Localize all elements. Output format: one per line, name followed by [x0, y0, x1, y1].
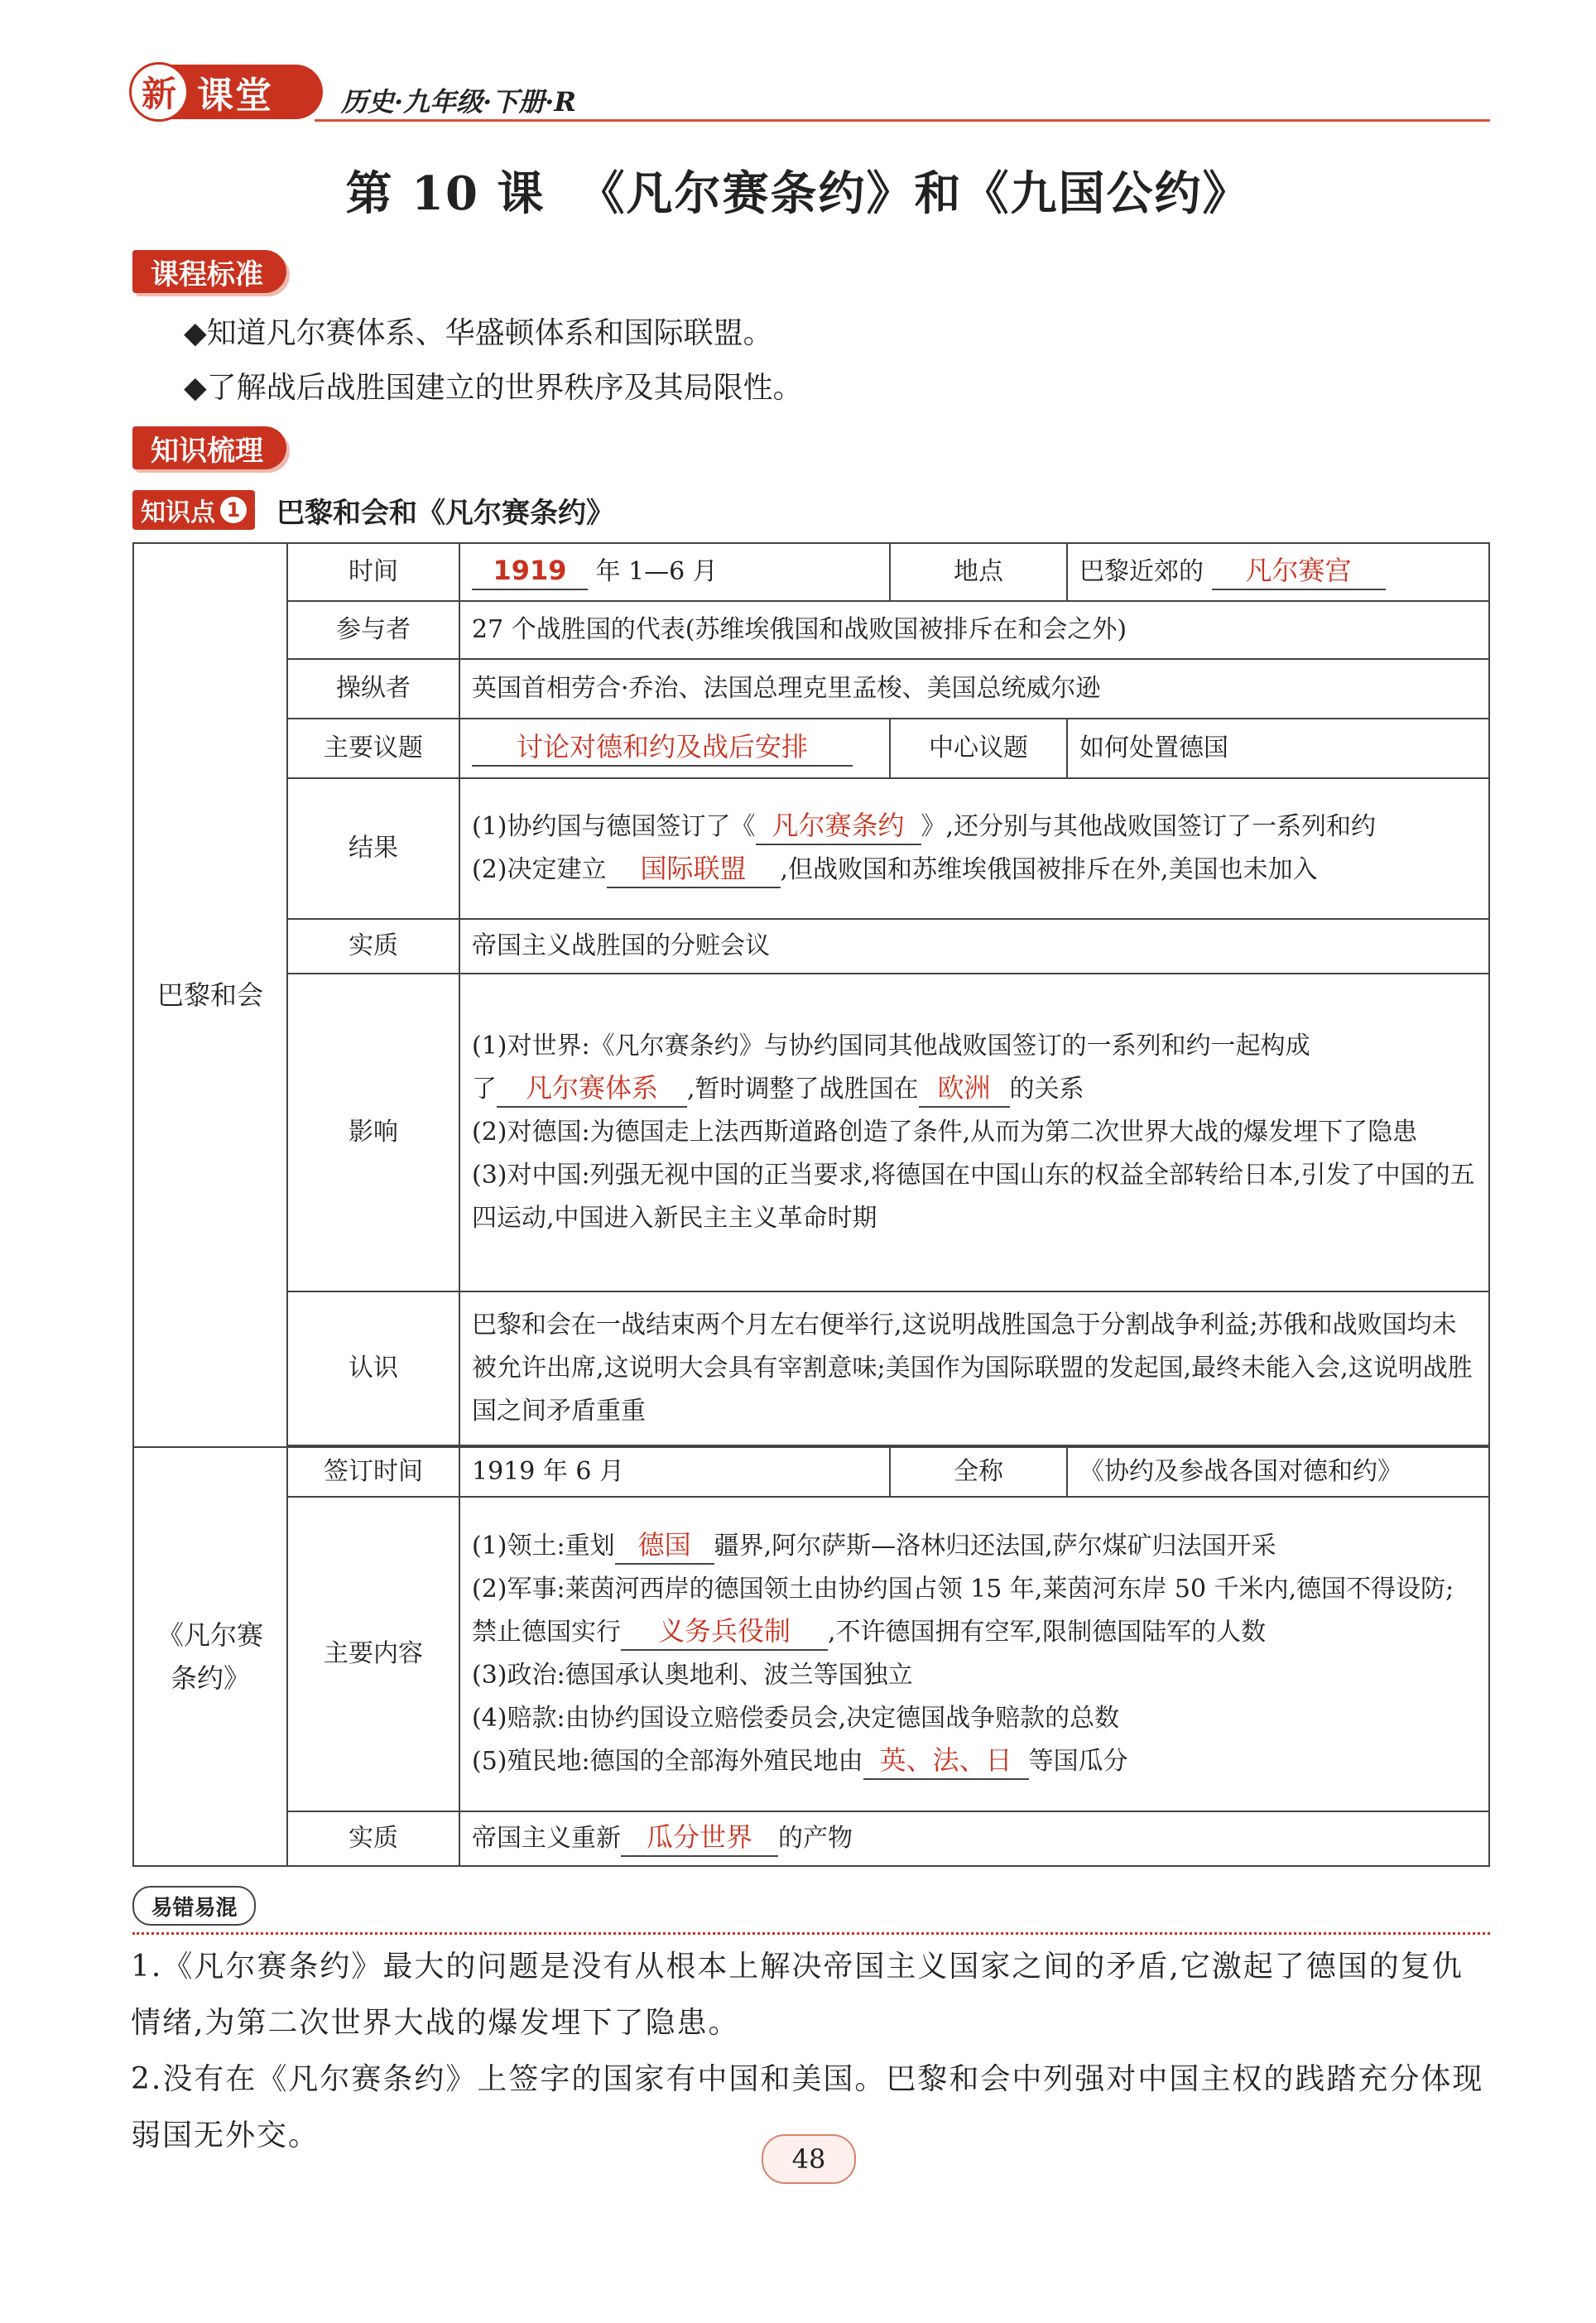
answer-blank: 瓜分世界 — [621, 1819, 778, 1857]
content1-text-b: 疆界,阿尔萨斯—洛林归还法国,萨尔煤矿归法国开采 — [714, 1532, 1276, 1561]
header-divider — [315, 119, 1490, 122]
result1-text-b: 》,还分别与其他战败国签订了一系列和约 — [921, 812, 1377, 841]
table-row — [133, 543, 1489, 601]
note-1: 1.《凡尔赛条约》最大的问题是没有从根本上解决帝国主义国家之间的矛盾,它激起了德国的复仇情绪,为第二次世界大战的爆发埋下了隐患。 — [131, 1950, 1464, 2040]
table-row — [133, 919, 1489, 974]
answer-blank: 德国 — [615, 1527, 714, 1565]
answer-blank: 欧洲 — [919, 1070, 1010, 1108]
lesson-title — [0, 157, 1596, 224]
result1-text: (1)协约国与德国签订了《 — [472, 812, 756, 841]
logo-text: 课堂 — [197, 75, 273, 117]
curriculum-item-2: ◆了解战后战胜国建立的世界秩序及其局限性。 — [184, 371, 803, 405]
row-label: 结果 — [287, 778, 459, 919]
sign-time-cell: 1919 年 6 月 — [459, 1447, 890, 1497]
table-row — [133, 1291, 1489, 1445]
row-label: 中心议题 — [890, 719, 1067, 778]
essence2-cell — [459, 1811, 1489, 1866]
subject-label: 历史·九年级·下册·R — [341, 86, 577, 118]
content5-text-b: 等国瓜分 — [1028, 1747, 1128, 1776]
row-label: 实质 — [287, 1811, 459, 1866]
curriculum-item-1: ◆知道凡尔赛体系、华盛顿体系和国际联盟。 — [184, 316, 773, 350]
place-cell — [1067, 543, 1489, 601]
content1-text: (1)领土:重划 — [472, 1532, 615, 1561]
category-versailles-treaty: 《凡尔赛条约》 — [133, 1447, 287, 1866]
knowledge-point-badge — [132, 490, 255, 530]
content2-text: (2)军事:莱茵河西岸的德国领土由协约国占领 15 年,莱茵河东岸 50 千米内,德国不得设防;禁止德国实行 — [472, 1575, 1454, 1647]
table-row — [133, 974, 1489, 1291]
table-row — [133, 778, 1489, 919]
row-label: 操纵者 — [287, 659, 459, 719]
answer-blank: 英、法、日 — [863, 1742, 1029, 1780]
topic-cell — [459, 719, 890, 778]
table-row — [133, 1811, 1489, 1866]
row-label: 主要内容 — [287, 1497, 459, 1811]
notes-badge: 易错易混 — [132, 1886, 256, 1926]
row-label: 签订时间 — [287, 1447, 459, 1497]
lesson-name: 《凡尔赛条约》和《九国公约》 — [578, 166, 1251, 221]
logo-circle: 新 — [129, 62, 189, 122]
table-row — [133, 601, 1489, 659]
content3-text: (3)政治:德国承认奥地利、波兰等国独立 — [472, 1661, 913, 1690]
knowledge-point-title: 巴黎和会和《凡尔赛条约》 — [276, 496, 614, 530]
brand-logo — [132, 65, 323, 119]
knowledge-point-label: 知识点 — [141, 498, 215, 527]
notes-divider — [132, 1932, 1490, 1935]
place-prefix: 巴黎近郊的 — [1079, 557, 1204, 586]
answer-blank: 1919 — [472, 552, 588, 590]
fullname-cell: 《协约及参战各国对德和约》 — [1067, 1447, 1489, 1497]
table-row — [133, 1447, 1489, 1497]
impact3-text: (3)对中国:列强无视中国的正当要求,将德国在中国山东的权益全部转给日本,引发了中国的五四运动,中国进入新民主主义革命时期 — [472, 1161, 1475, 1233]
result-cell — [459, 778, 1489, 919]
table-row — [133, 1497, 1489, 1811]
content4-text: (4)赔款:由协约国设立赔偿委员会,决定德国战争赔款的总数 — [472, 1704, 1120, 1733]
impact1-text-b: 了 — [472, 1075, 497, 1104]
answer-blank: 凡尔赛体系 — [497, 1070, 687, 1108]
page-number: 48 — [762, 2134, 856, 2184]
content5-text: (5)殖民地:德国的全部海外殖民地由 — [472, 1747, 863, 1776]
result2-text: (2)决定建立 — [472, 855, 607, 884]
row-label: 全称 — [890, 1447, 1067, 1497]
answer-blank: 凡尔赛条约 — [756, 807, 921, 845]
central-cell: 如何处置德国 — [1067, 719, 1489, 778]
answer-blank: 凡尔赛宫 — [1212, 552, 1386, 590]
row-label: 参与者 — [287, 601, 459, 659]
table-row — [133, 659, 1489, 719]
knowledge-point-heading — [132, 491, 614, 529]
row-label: 时间 — [287, 543, 459, 601]
controllers-cell: 英国首相劳合·乔治、法国总理克里孟梭、美国总统威尔逊 — [459, 659, 1489, 719]
participants-cell: 27 个战胜国的代表(苏维埃俄国和战败国被排斥在和会之外) — [459, 601, 1489, 659]
curriculum-badge: 课程标准 — [132, 250, 286, 293]
row-label: 地点 — [890, 543, 1067, 601]
essence-cell: 帝国主义战胜国的分赃会议 — [459, 919, 1489, 974]
impact1-text: (1)对世界:《凡尔赛条约》与协约国同其他战败国签订的一系列和约一起构成 — [472, 1032, 1310, 1060]
answer-blank: 义务兵役制 — [621, 1613, 828, 1651]
impact-cell — [459, 974, 1489, 1291]
answer-blank: 讨论对德和约及战后安排 — [472, 729, 853, 767]
page-header — [124, 58, 1490, 132]
cognition-cell: 巴黎和会在一战结束两个月左右便举行,这说明战胜国急于分割战争利益;苏俄和战败国均未被允许出席,这说明大会具有宰割意味;美国作为国际联盟的发起国,最终未能入会,这说明战胜国之间矛盾重重 — [459, 1291, 1489, 1445]
knowledge-point-number: 1 — [220, 497, 247, 523]
result2-text-b: ,但战败国和苏维埃俄国被排斥在外,美国也未加入 — [780, 855, 1318, 884]
impact1-text-d: 的关系 — [1009, 1075, 1084, 1104]
row-label: 认识 — [287, 1291, 459, 1445]
essence2-text: 帝国主义重新 — [472, 1824, 621, 1853]
row-label: 影响 — [287, 974, 459, 1291]
essence2-text-b: 的产物 — [778, 1824, 853, 1853]
impact2-text: (2)对德国:为德国走上法西斯道路创造了条件,从而为第二次世界大战的爆发埋下了隐患 — [472, 1118, 1418, 1147]
content2-text-b: ,不许德国拥有空军,限制德国陆军的人数 — [828, 1618, 1267, 1647]
knowledge-table — [132, 542, 1490, 1867]
row-label: 实质 — [287, 919, 459, 974]
impact1-text-c: ,暂时调整了战胜国在 — [687, 1075, 919, 1104]
note-2: 2.没有在《凡尔赛条约》上签字的国家有中国和美国。巴黎和会中列强对中国主权的践踏充分体现弱国无外交。 — [131, 2062, 1484, 2152]
answer-blank: 国际联盟 — [607, 850, 781, 888]
time-suffix: 年 1—6 月 — [595, 557, 718, 586]
category-paris-conference: 巴黎和会 — [133, 543, 287, 1447]
knowledge-badge: 知识梳理 — [132, 426, 286, 469]
time-cell — [459, 543, 890, 601]
lesson-number: 第 10 课 — [345, 166, 546, 221]
row-label: 主要议题 — [287, 719, 459, 778]
table-row — [133, 719, 1489, 778]
content-cell — [459, 1497, 1489, 1811]
